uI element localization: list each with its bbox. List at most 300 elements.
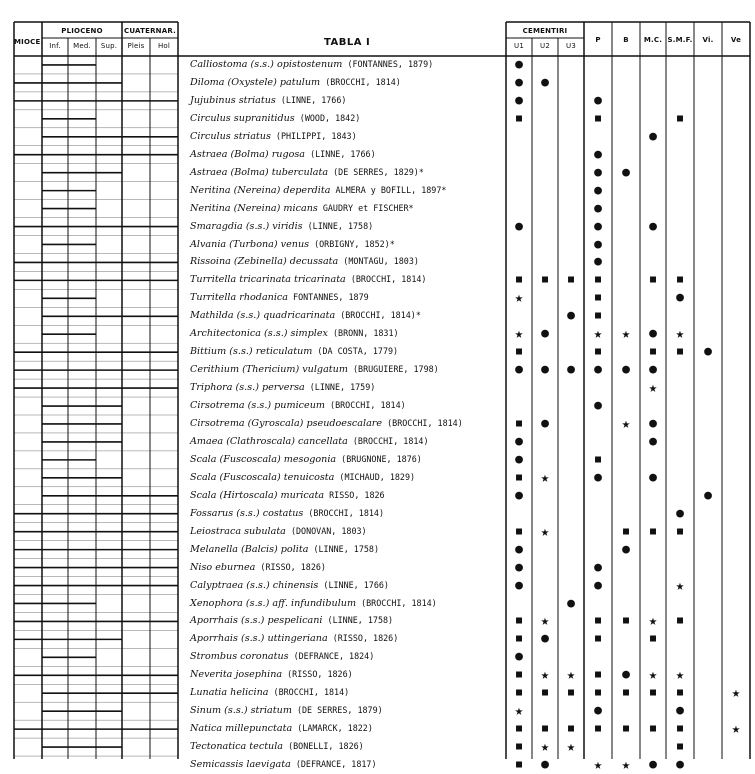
species-label — [190, 507, 384, 520]
star-mark: ★ — [514, 290, 524, 307]
star-mark: ★ — [540, 469, 550, 486]
star-mark: ★ — [648, 667, 658, 684]
table-row — [0, 289, 755, 307]
square-mark: ■ — [594, 292, 602, 304]
circle-mark: ● — [649, 128, 657, 144]
species-name: Neritina (Nereina) deperdita — [190, 184, 331, 196]
species-author: (DEFRANCE, 1817) — [290, 759, 377, 770]
species-author: (MONTAGU, 1803) — [338, 256, 419, 267]
table-title: TABLA I — [324, 37, 371, 48]
table-row — [0, 379, 755, 397]
species-label — [190, 112, 360, 125]
square-mark: ■ — [515, 741, 523, 753]
circle-mark: ● — [704, 344, 712, 360]
square-mark: ■ — [594, 274, 602, 286]
square-mark: ■ — [515, 615, 523, 627]
species-author: (DONOVAN, 1803) — [285, 525, 367, 536]
species-author: (LINNE, 1758) — [308, 543, 380, 554]
square-mark: ■ — [515, 525, 523, 537]
table-row — [0, 523, 755, 541]
site-header-4: B — [623, 36, 629, 44]
species-name: Alvania (Turbona) venus — [190, 238, 310, 250]
species-name: Niso eburnea — [190, 561, 256, 573]
species-name: Melanella (Balcis) polita — [190, 543, 309, 555]
species-author: (LINNE, 1758) — [322, 615, 394, 626]
species-name: Jujubinus striatus — [190, 94, 276, 106]
square-mark: ■ — [541, 274, 549, 286]
table-row — [0, 307, 755, 325]
square-mark: ■ — [541, 723, 549, 735]
species-name: Turritella tricarinata tricarinata — [190, 274, 346, 286]
square-mark: ■ — [541, 687, 549, 699]
species-label — [190, 58, 433, 71]
species-label — [190, 740, 364, 753]
square-mark: ■ — [649, 274, 657, 286]
species-author: (LINNE, 1759) — [304, 382, 376, 393]
circle-mark: ● — [515, 559, 523, 575]
square-mark: ■ — [515, 274, 523, 286]
species-author: (WOOD, 1842) — [294, 112, 361, 123]
species-label — [190, 489, 385, 502]
table-row — [0, 74, 755, 92]
species-label — [190, 561, 326, 574]
table-row — [0, 110, 755, 128]
species-author: RISSO, 1826 — [324, 489, 385, 500]
circle-mark: ● — [515, 541, 523, 557]
species-name: Circulus supranitidus — [190, 112, 295, 124]
species-label — [190, 94, 346, 107]
header-cementiri: CEMENTIRI — [522, 27, 568, 35]
circle-mark: ● — [594, 254, 602, 270]
table-row — [0, 451, 755, 469]
species-label — [190, 202, 414, 215]
square-mark: ■ — [594, 310, 602, 322]
table-row — [0, 666, 755, 684]
species-label — [190, 184, 446, 197]
table-row — [0, 182, 755, 200]
square-mark: ■ — [676, 112, 684, 124]
species-author: (LINNE, 1766) — [318, 579, 389, 590]
square-mark: ■ — [515, 669, 523, 681]
species-author: (DE SERRES, 1829)* — [328, 166, 424, 177]
square-mark: ■ — [676, 723, 684, 735]
circle-mark: ● — [594, 703, 602, 719]
table-row — [0, 595, 755, 613]
species-label — [190, 148, 376, 161]
circle-mark: ● — [676, 505, 684, 521]
species-label — [190, 579, 389, 592]
species-label — [190, 255, 419, 268]
species-author: (BRUGNONE, 1876) — [336, 453, 422, 464]
square-mark: ■ — [594, 453, 602, 465]
circle-mark: ● — [594, 469, 602, 485]
circle-mark: ● — [649, 469, 657, 485]
species-name: Cirsotrema (s.s.) pumiceum — [190, 400, 325, 412]
table-row — [0, 146, 755, 164]
square-mark: ■ — [515, 759, 523, 771]
table-row — [0, 720, 755, 738]
table-row — [0, 577, 755, 595]
circle-mark: ● — [649, 416, 657, 431]
table-row — [0, 702, 755, 720]
species-author: (LINNE, 1758) — [302, 220, 374, 231]
square-mark: ■ — [649, 633, 657, 645]
species-label — [190, 238, 395, 251]
square-mark: ■ — [567, 687, 575, 699]
species-name: Amaea (Clathroscala) cancellata — [190, 435, 348, 447]
species-label — [190, 220, 373, 233]
square-mark: ■ — [594, 687, 602, 699]
species-name: Circulus striatus — [190, 130, 271, 142]
table-row — [0, 200, 755, 218]
species-author: (DA COSTA, 1779) — [312, 346, 399, 357]
circle-mark: ● — [515, 487, 523, 503]
header-plioceno: PLIOCENO — [61, 27, 103, 35]
table-row — [0, 541, 755, 559]
square-mark: ■ — [594, 723, 602, 735]
table-row — [0, 325, 755, 343]
square-mark: ■ — [649, 687, 657, 699]
species-author: (FONTANNES, 1879) — [342, 59, 434, 69]
square-mark: ■ — [515, 471, 523, 483]
star-mark: ★ — [731, 685, 741, 702]
header-hol: Hol — [157, 42, 171, 50]
species-author: (LINNE, 1766) — [275, 94, 347, 105]
table-row — [0, 128, 755, 146]
circle-mark: ● — [649, 326, 657, 342]
star-mark: ★ — [648, 613, 658, 630]
species-author: (DEFRANCE, 1824) — [288, 651, 375, 662]
table-row — [0, 218, 755, 236]
species-author: (BROCCHI, 1814) — [320, 76, 401, 87]
species-name: Astraea (Bolma) rugosa — [190, 148, 306, 160]
square-mark: ■ — [649, 525, 657, 537]
species-name: Tectonatica tectula — [190, 741, 284, 753]
square-mark: ■ — [676, 741, 684, 753]
species-author: (BRONN, 1831) — [327, 328, 399, 339]
square-mark: ■ — [515, 418, 523, 429]
species-label — [190, 76, 401, 89]
circle-mark: ● — [515, 218, 523, 234]
species-author: (BONELLI, 1826) — [283, 741, 364, 752]
circle-mark: ● — [594, 182, 602, 198]
square-mark: ■ — [515, 633, 523, 645]
species-author: (BRUGUIERE, 1798) — [347, 364, 439, 375]
species-name: Rissoina (Zebinella) decussata — [190, 256, 339, 268]
species-name: Smaragdia (s.s.) viridis — [190, 220, 303, 232]
table-row — [0, 684, 755, 702]
species-author: FONTANNES, 1879 — [288, 292, 369, 303]
circle-mark: ● — [515, 649, 523, 665]
species-name: Neverita josephina — [190, 669, 283, 681]
circle-mark: ● — [594, 559, 602, 575]
table-row — [0, 92, 755, 110]
circle-mark: ● — [541, 362, 549, 378]
circle-mark: ● — [541, 326, 549, 342]
table-row — [0, 271, 755, 289]
species-author: (RISSO, 1826) — [255, 561, 326, 572]
species-label — [190, 417, 463, 430]
star-mark: ★ — [675, 667, 685, 684]
square-mark: ■ — [515, 346, 523, 358]
star-mark: ★ — [621, 757, 631, 774]
square-mark: ■ — [567, 723, 575, 735]
circle-mark: ● — [594, 236, 602, 252]
circle-mark: ● — [676, 757, 684, 773]
square-mark: ■ — [649, 723, 657, 735]
star-mark: ★ — [675, 577, 685, 594]
species-label — [190, 399, 406, 412]
star-mark: ★ — [514, 326, 524, 343]
square-mark: ■ — [676, 525, 684, 537]
circle-mark: ● — [515, 577, 523, 593]
square-mark: ■ — [676, 615, 684, 627]
species-author: (DE SERRES, 1879) — [291, 705, 383, 716]
square-mark: ■ — [594, 346, 602, 358]
circle-mark: ● — [541, 631, 549, 647]
square-mark: ■ — [594, 633, 602, 645]
site-header-7: Vi. — [702, 36, 714, 44]
species-name: Bittium (s.s.) reticulatum — [190, 346, 313, 358]
table-row — [0, 487, 755, 505]
species-label — [190, 327, 399, 340]
species-label — [190, 758, 377, 771]
species-label — [190, 291, 369, 304]
table-row — [0, 397, 755, 415]
species-author: ALMERA y BOFILL, 1897* — [330, 184, 447, 195]
species-name: Neritina (Nereina) micans — [190, 202, 318, 214]
species-name: Architectonica (s.s.) simplex — [190, 328, 328, 340]
site-header-1: U2 — [540, 42, 550, 50]
circle-mark: ● — [567, 595, 575, 611]
species-label — [190, 471, 415, 484]
species-name: Leiostraca subulata — [190, 525, 286, 537]
species-label — [190, 309, 421, 322]
square-mark: ■ — [515, 687, 523, 699]
circle-mark: ● — [622, 541, 630, 557]
species-author: (BROCCHI, 1814) — [356, 597, 437, 608]
species-name: Calliostoma (s.s.) opistostenum — [190, 59, 343, 70]
square-mark: ■ — [622, 687, 630, 699]
species-name: Sinum (s.s.) striatum — [190, 705, 292, 717]
species-author: (BROCCHI, 1814) — [382, 418, 463, 428]
species-name: Astraea (Bolma) tuberculata — [190, 166, 329, 178]
circle-mark: ● — [594, 164, 602, 180]
species-label — [190, 704, 383, 717]
circle-mark: ● — [515, 433, 523, 449]
species-name: Cerithium (Thericium) vulgatum — [190, 364, 348, 376]
species-author: (LINNE, 1766) — [305, 148, 376, 159]
square-mark: ■ — [567, 274, 575, 286]
table-row — [0, 415, 755, 433]
species-name: Lunatia helicina — [190, 687, 269, 699]
header-med: Med. — [73, 42, 91, 50]
square-mark: ■ — [649, 346, 657, 358]
square-mark: ■ — [594, 112, 602, 124]
species-author: (BROCCHI, 1814) — [347, 435, 429, 446]
circle-mark: ● — [515, 74, 523, 90]
circle-mark: ● — [594, 398, 602, 414]
species-name: Strombus coronatus — [190, 651, 289, 663]
star-mark: ★ — [540, 667, 550, 684]
circle-mark: ● — [594, 92, 602, 108]
species-name: Semicassis laevigata — [190, 759, 291, 771]
species-name: Natica millepunctata — [190, 723, 293, 735]
circle-mark: ● — [541, 757, 549, 773]
species-name: Cirsotrema (Gyroscala) pseudoescalare — [190, 418, 383, 429]
species-author: (ORBIGNY, 1852)* — [309, 238, 395, 249]
species-label — [190, 363, 439, 376]
species-name: Diloma (Oxystele) patulum — [190, 76, 321, 88]
species-author: (MICHAUD, 1829) — [334, 471, 416, 482]
circle-mark: ● — [541, 74, 549, 90]
star-mark: ★ — [540, 613, 550, 630]
species-name: Scala (Fuscoscala) tenuicosta — [190, 471, 335, 483]
species-label — [190, 614, 393, 627]
species-label — [190, 632, 398, 645]
circle-mark: ● — [649, 757, 657, 773]
header-sup: Sup. — [100, 42, 118, 50]
circle-mark: ● — [704, 487, 712, 503]
table-row — [0, 343, 755, 361]
star-mark: ★ — [731, 721, 741, 738]
species-label — [190, 453, 422, 466]
species-author: (BROCCHI, 1814) — [303, 507, 384, 518]
circle-mark: ● — [676, 703, 684, 719]
species-name: Scala (Fuscoscala) mesogonia — [190, 453, 337, 465]
circle-mark: ● — [622, 667, 630, 683]
species-label — [190, 543, 379, 556]
species-author: (BROCCHI, 1814) — [345, 274, 427, 285]
species-author: (LAMARCK, 1822) — [292, 723, 373, 734]
species-label — [190, 345, 398, 358]
species-label — [190, 668, 353, 681]
star-mark: ★ — [593, 757, 603, 774]
header-pleis: Pleis — [127, 42, 145, 50]
table-row — [0, 648, 755, 666]
table-row — [0, 56, 755, 74]
species-label — [190, 381, 375, 394]
square-mark: ■ — [622, 723, 630, 735]
species-name: Aporrhais (s.s.) pespelicani — [190, 615, 323, 627]
square-mark: ■ — [676, 687, 684, 699]
species-author: (BROCCHI, 1814)* — [335, 310, 421, 321]
table-row — [0, 559, 755, 577]
circle-mark: ● — [515, 57, 523, 72]
species-label — [190, 686, 349, 699]
header-mioceno: MIOCE. — [14, 38, 44, 46]
table-row — [0, 236, 755, 254]
square-mark: ■ — [594, 615, 602, 627]
table-row — [0, 164, 755, 182]
species-label — [190, 130, 357, 143]
circle-mark: ● — [594, 200, 602, 216]
square-mark: ■ — [515, 112, 523, 124]
square-mark: ■ — [676, 346, 684, 358]
star-mark: ★ — [566, 667, 576, 684]
site-header-5: M.C. — [643, 36, 663, 44]
species-name: Aporrhais (s.s.) uttingeriana — [190, 633, 328, 645]
circle-mark: ● — [649, 362, 657, 378]
site-header-0: U1 — [514, 42, 524, 50]
table-row — [0, 505, 755, 523]
header-inf: Inf. — [49, 42, 61, 50]
species-label — [190, 166, 424, 179]
species-label — [190, 722, 373, 735]
species-author: (RISSO, 1826) — [327, 633, 399, 644]
species-label — [190, 273, 426, 286]
species-author: (BROCCHI, 1814) — [324, 400, 406, 411]
star-mark: ★ — [675, 326, 685, 343]
star-mark: ★ — [540, 523, 550, 540]
star-mark: ★ — [540, 739, 550, 756]
site-header-8: Ve — [730, 36, 742, 44]
table-row — [0, 630, 755, 648]
circle-mark: ● — [515, 92, 523, 108]
table-row — [0, 253, 755, 271]
table-row — [0, 738, 755, 756]
square-mark: ■ — [622, 525, 630, 537]
species-name: Mathilda (s.s.) quadricarinata — [190, 310, 336, 322]
star-mark: ★ — [593, 326, 603, 343]
circle-mark: ● — [676, 290, 684, 306]
species-name: Fossarus (s.s.) costatus — [190, 507, 304, 519]
table-row — [0, 361, 755, 379]
circle-mark: ● — [622, 164, 630, 180]
site-header-2: U3 — [566, 42, 576, 50]
circle-mark: ● — [594, 577, 602, 593]
species-author: (RISSO, 1826) — [282, 669, 353, 680]
table-row — [0, 433, 755, 451]
star-mark: ★ — [566, 739, 576, 756]
square-mark: ■ — [594, 669, 602, 681]
circle-mark: ● — [515, 362, 523, 378]
species-name: Scala (Hirtoscala) muricata — [190, 489, 325, 501]
species-name: Calyptraea (s.s.) chinensis — [190, 579, 319, 591]
site-header-6: S.M.F. — [667, 36, 693, 44]
star-mark: ★ — [514, 703, 524, 720]
star-mark: ★ — [648, 380, 658, 397]
species-author: (PHILIPPI, 1843) — [270, 130, 357, 141]
circle-mark: ● — [594, 362, 602, 378]
species-name: Xenophora (s.s.) aff. infundibulum — [190, 597, 357, 609]
circle-mark: ● — [594, 218, 602, 234]
circle-mark: ● — [649, 433, 657, 449]
circle-mark: ● — [515, 451, 523, 467]
species-name: Triphora (s.s.) perversa — [190, 382, 305, 394]
species-author: (BROCCHI, 1814) — [268, 687, 350, 698]
circle-mark: ● — [622, 362, 630, 378]
square-mark: ■ — [676, 274, 684, 286]
species-label — [190, 525, 367, 538]
square-mark: ■ — [622, 615, 630, 627]
circle-mark: ● — [649, 218, 657, 234]
species-author: GAUDRY et FISCHER* — [317, 202, 414, 213]
table-row — [0, 612, 755, 630]
circle-mark: ● — [594, 146, 602, 162]
species-name: Turritella rhodanica — [190, 292, 288, 304]
circle-mark: ● — [541, 416, 549, 431]
species-label — [190, 597, 437, 610]
star-mark: ★ — [621, 416, 631, 432]
circle-mark: ● — [567, 362, 575, 378]
species-label — [190, 650, 374, 663]
header-cuaternario: CUATERNAR. — [124, 27, 176, 35]
star-mark: ★ — [621, 326, 631, 343]
species-label — [190, 435, 429, 448]
circle-mark: ● — [567, 308, 575, 324]
square-mark: ■ — [515, 723, 523, 735]
